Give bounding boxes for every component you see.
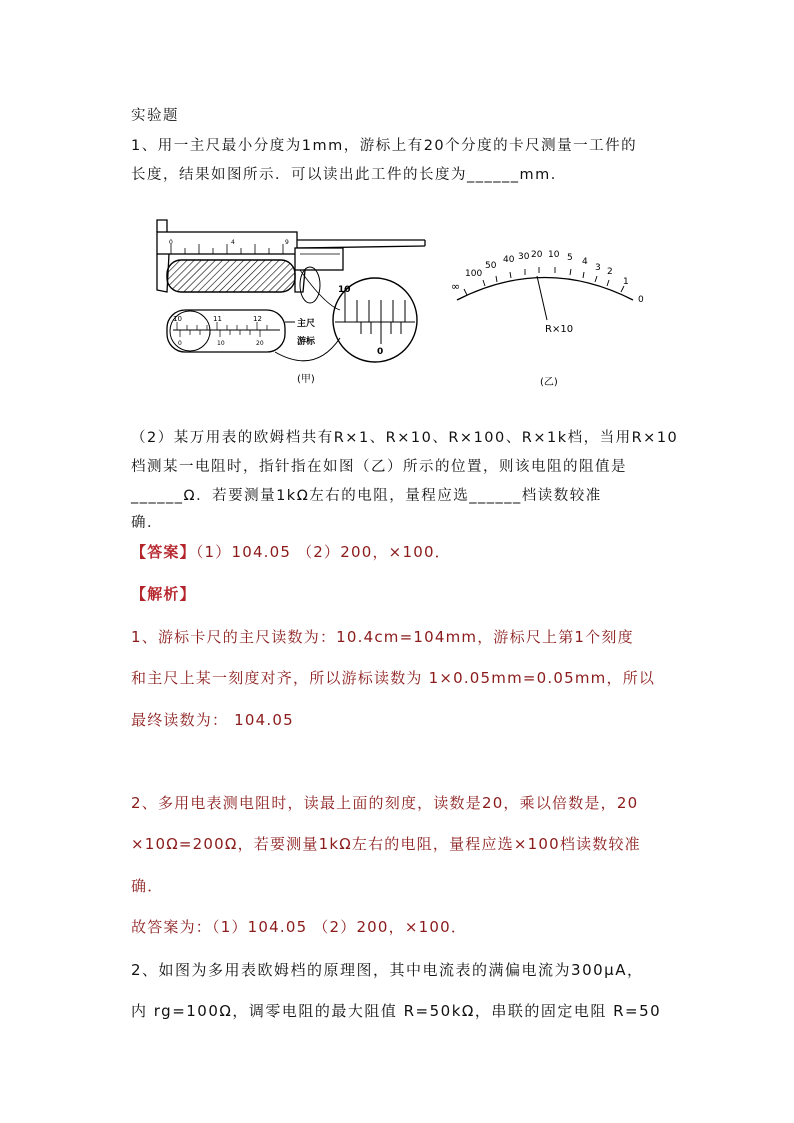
figure-b-caption: (乙) (540, 377, 558, 388)
analysis-p2-line1: 2、多用电表测电阻时，读最上面的刻度，读数是20，乘以倍数是，20 (131, 794, 639, 812)
svg-text:4: 4 (231, 239, 235, 246)
svg-text:10: 10 (548, 250, 560, 260)
q1-line1: 1、用一主尺最小分度为1mm，游标上有20个分度的卡尺测量一工件的 (131, 138, 638, 154)
figure-a-caption: (甲) (297, 374, 315, 385)
svg-text:9: 9 (285, 239, 289, 246)
q1-part2-line4: 确． (131, 515, 163, 531)
vernier-caliper-figure (145, 210, 435, 390)
svg-text:2: 2 (607, 267, 613, 277)
analysis-p1-line1: 1、游标卡尺的主尺读数为：10.4cm=104mm，游标尺上第1个刻度 (131, 628, 634, 646)
q1-part2-line3: ______Ω．若要测量1kΩ左右的电阻，量程应选______档读数较准 (131, 488, 602, 504)
analysis-p1-line3: 最终读数为： 104.05 (131, 711, 294, 729)
svg-text:12: 12 (253, 315, 262, 323)
q1-part2-line2: 档测某一电阻时，指针指在如图（乙）所示的位置，则该电阻的阻值是 (131, 459, 627, 475)
svg-text:1: 1 (623, 277, 629, 287)
svg-text:11: 11 (213, 315, 222, 323)
analysis-p1-line2: 和主尺上某一刻度对齐，所以游标读数为 1×0.05mm=0.05mm，所以 (131, 669, 656, 687)
pointer-label: R×10 (545, 324, 574, 335)
answer-text: （1）104.05 （2）200，×100． (195, 543, 451, 561)
analysis-tag: 【解析】 (131, 585, 196, 603)
magnified-vernier-label: 0 (377, 347, 384, 357)
svg-text:0: 0 (638, 295, 644, 305)
analysis-conclusion: 故答案为：（1）104.05 （2）200，×100． (131, 918, 468, 936)
q2-line1: 2、如图为多用表欧姆档的原理图，其中电流表的满偏电流为300μA， (131, 961, 644, 979)
answer-tag: 【答案】 (131, 543, 196, 561)
analysis-p2-line2: ×10Ω=200Ω，若要测量1kΩ左右的电阻，量程应选×100档读数较准 (131, 835, 641, 853)
svg-text:5: 5 (567, 253, 573, 263)
section-title: 实验题 (131, 108, 179, 124)
svg-text:20: 20 (256, 340, 264, 347)
svg-text:20: 20 (531, 250, 543, 260)
svg-text:100: 100 (465, 269, 483, 279)
svg-text:0: 0 (169, 239, 173, 246)
meter-pointer (537, 276, 547, 320)
svg-text:50: 50 (485, 261, 497, 271)
svg-text:40: 40 (503, 255, 515, 265)
q2-line2: 内 rg=100Ω，调零电阻的最大阻值 R=50kΩ，串联的固定电阻 R=50 (131, 1002, 662, 1020)
main-scale-label: 主尺 (297, 319, 316, 329)
vernier-label: 游标 (297, 337, 316, 347)
svg-text:3: 3 (595, 263, 601, 273)
svg-text:4: 4 (582, 257, 588, 267)
scale-label-inf: ∞ (451, 280, 461, 293)
zoom-main-label: 10 (173, 315, 182, 323)
svg-text:0: 0 (178, 340, 182, 347)
magnified-main-label: 10 (338, 285, 351, 295)
svg-text:10: 10 (217, 340, 225, 347)
ohmmeter-scale-figure (445, 240, 655, 390)
svg-text:30: 30 (518, 252, 530, 262)
q1-line2: 长度，结果如图所示．可以读出此工件的长度为______mm． (131, 167, 567, 183)
answer-line (131, 541, 451, 562)
q1-part2-line1: （2）某万用表的欧姆档共有R×1、R×10、R×100、R×1k档，当用R×10 (131, 430, 679, 446)
analysis-p2-line3: 确． (131, 877, 164, 895)
